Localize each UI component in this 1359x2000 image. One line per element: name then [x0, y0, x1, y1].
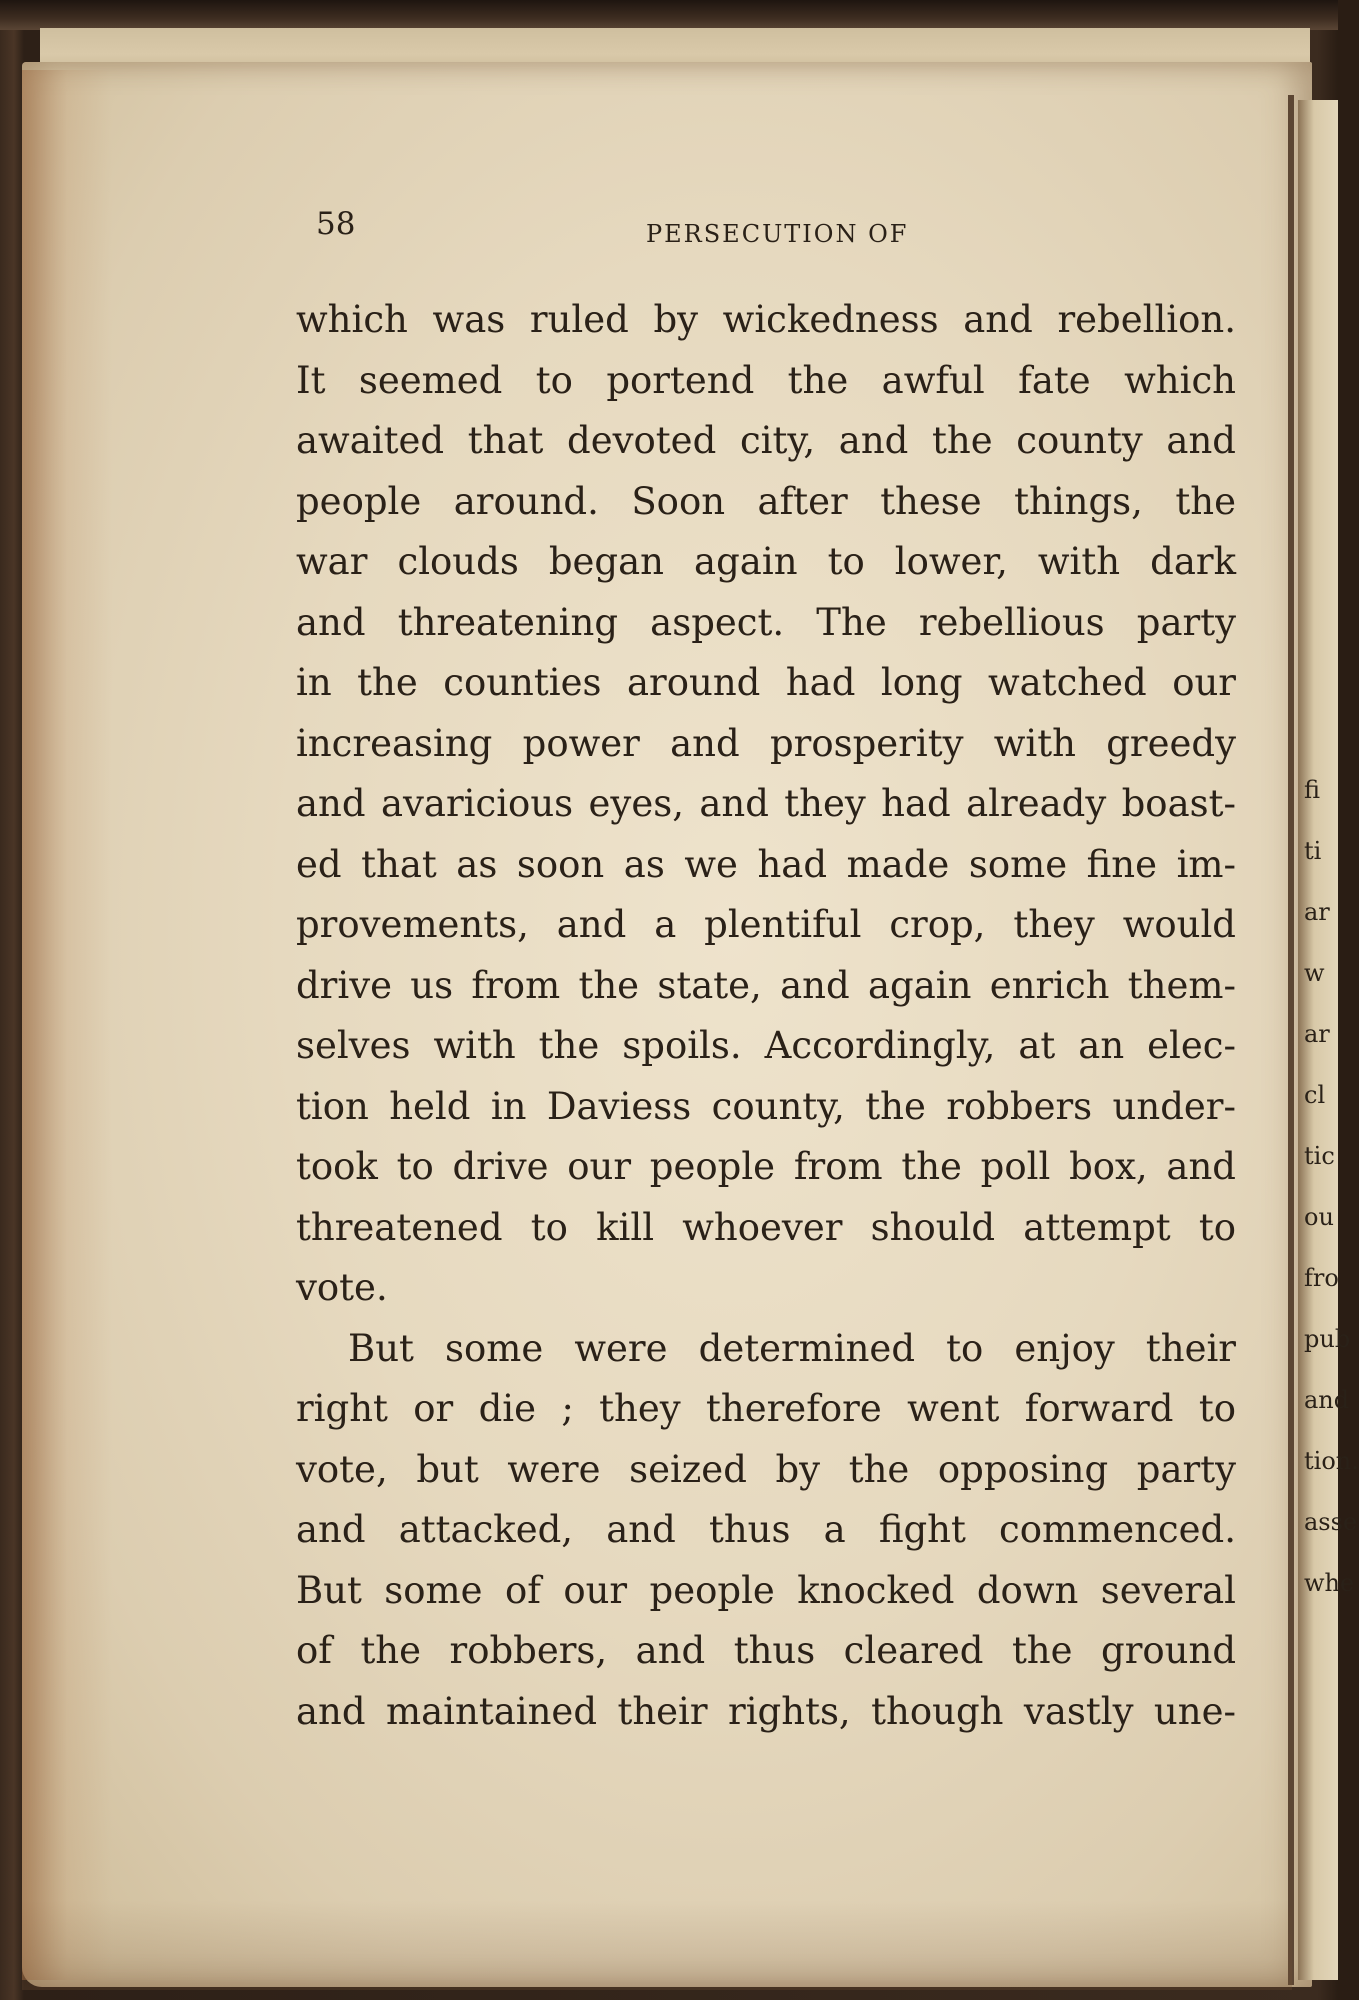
text-line: tion held in Daviess county, the robbers under- — [296, 1084, 1236, 1128]
text-line: right or die ; they therefore went forward to — [296, 1387, 1236, 1430]
adjacent-fragment: tion. — [1304, 1447, 1359, 1475]
text-line: in the counties around had long watched our — [296, 661, 1236, 704]
page-number: 58 — [316, 206, 356, 242]
text-line: of the robbers, and thus cleared the ground — [296, 1629, 1236, 1672]
adjacent-fragment: ti — [1304, 837, 1322, 865]
text-line: selves with the spoils. Accordingly, at an elec- — [296, 1024, 1236, 1067]
adjacent-fragment: fi — [1304, 776, 1321, 804]
body-text — [296, 290, 1236, 1742]
text-line: awaited that devoted city, and the county and — [296, 419, 1236, 462]
text-line: which was ruled by wickedness and rebellion. — [296, 298, 1236, 341]
adjacent-fragment: ou — [1304, 1203, 1334, 1231]
text-line: vote. — [296, 1266, 388, 1309]
text-line: threatened to kill whoever should attempt to — [296, 1205, 1236, 1249]
text-line: took to drive our people from the poll box, and — [296, 1145, 1236, 1188]
adjacent-fragment: and — [1304, 1386, 1350, 1414]
text-line: and threatening aspect. The rebellious party — [296, 600, 1236, 644]
adjacent-fragment: pub — [1304, 1325, 1351, 1353]
text-line: and avaricious eyes, and they had already boast- — [296, 782, 1236, 825]
adjacent-page-text — [1304, 760, 1359, 1614]
text-line: It seemed to portend the awful fate which — [296, 358, 1236, 402]
adjacent-fragment: w — [1304, 959, 1325, 987]
adjacent-fragment: whe — [1304, 1569, 1355, 1597]
text-line: drive us from the state, and again enrich them- — [296, 963, 1236, 1007]
text-line: war clouds began again to lower, with dark — [296, 540, 1236, 583]
text-line: and maintained their rights, though vastly une- — [296, 1689, 1236, 1733]
book-binding — [0, 0, 1338, 30]
running-head: PERSECUTION OF — [646, 220, 909, 248]
text-line: vote, but were seized by the opposing party — [296, 1447, 1236, 1491]
text-line: ed that as soon as we had made some fine im- — [296, 842, 1236, 886]
adjacent-fragment: ar — [1304, 898, 1330, 926]
adjacent-fragment: ar — [1304, 1020, 1330, 1048]
book-gutter — [1288, 95, 1294, 1985]
text-line: people around. Soon after these things, the — [296, 479, 1236, 523]
text-line: But some of our people knocked down several — [296, 1568, 1236, 1612]
adjacent-fragment: cl — [1304, 1081, 1326, 1109]
text-line: But some were determined to enjoy their — [348, 1326, 1236, 1370]
page-header — [316, 206, 1236, 246]
adjacent-fragment: fro — [1304, 1264, 1339, 1292]
text-line: increasing power and prosperity with greedy — [296, 721, 1236, 765]
page-shadow — [22, 1900, 1292, 1990]
page-stain — [22, 70, 112, 1980]
adjacent-fragment: asse — [1304, 1508, 1358, 1536]
text-line: provements, and a plentiful crop, they would — [296, 903, 1236, 946]
text-line: and attacked, and thus a fight commenced. — [296, 1508, 1236, 1551]
adjacent-fragment: tic — [1304, 1142, 1335, 1170]
